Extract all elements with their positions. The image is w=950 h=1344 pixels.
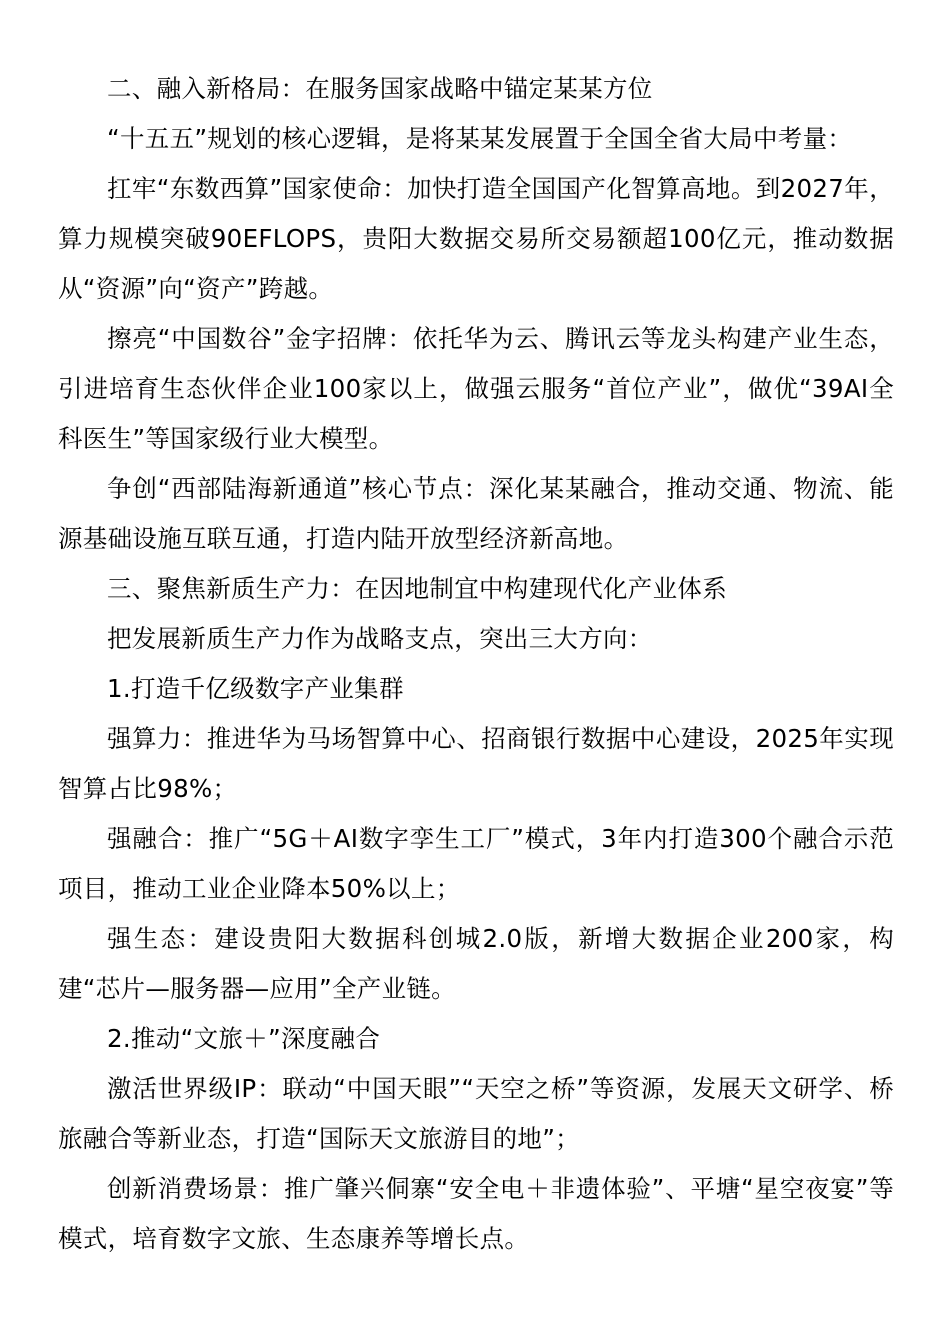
paragraph: 扛牢“东数西算”国家使命：加快打造全国国产化智算高地。到2027年，算力规模突破90EFLOPS，贵阳大数据交易所交易额超100亿元，推动数据从“资源”向“资产”跨越。: [58, 174, 894, 303]
subheading-2: 2.推动“文旅＋”深度融合: [107, 1024, 381, 1053]
paragraph: 强融合：推广“5G＋AI数字孪生工厂”模式，3年内打造300个融合示范项目，推动工业企业降本50%以上；: [58, 824, 894, 903]
paragraph: 争创“西部陆海新通道”核心节点：深化某某融合，推动交通、物流、能源基础设施互联互通，打造内陆开放型经济新高地。: [58, 474, 894, 553]
section-heading-3: 三、聚焦新质生产力：在因地制宜中构建现代化产业体系: [107, 574, 727, 603]
document-page: [58, 64, 894, 1264]
paragraph: 激活世界级IP：联动“中国天眼”“天空之桥”等资源，发展天文研学、桥旅融合等新业态，打造“国际天文旅游目的地”；: [58, 1074, 894, 1153]
paragraph: 擦亮“中国数谷”金字招牌：依托华为云、腾讯云等龙头构建产业生态，引进培育生态伙伴企业100家以上，做强云服务“首位产业”，做优“39AI全科医生”等国家级行业大模型。: [58, 324, 894, 453]
paragraph: “十五五”规划的核心逻辑，是将某某发展置于全国全省大局中考量：: [107, 124, 853, 153]
paragraph: 把发展新质生产力作为战略支点，突出三大方向：: [107, 624, 653, 653]
paragraph: 强生态：建设贵阳大数据科创城2.0版，新增大数据企业200家，构建“芯片—服务器—应用”全产业链。: [58, 924, 894, 1003]
paragraph: 强算力：推进华为马场智算中心、招商银行数据中心建设，2025年实现智算占比98%；: [58, 724, 894, 803]
paragraph: 创新消费场景：推广肇兴侗寨“安全电＋非遗体验”、平塘“星空夜宴”等模式，培育数字文旅、生态康养等增长点。: [58, 1174, 894, 1253]
section-heading-2: 二、融入新格局：在服务国家战略中锚定某某方位: [107, 74, 653, 103]
subheading-1: 1.打造千亿级数字产业集群: [107, 674, 404, 703]
